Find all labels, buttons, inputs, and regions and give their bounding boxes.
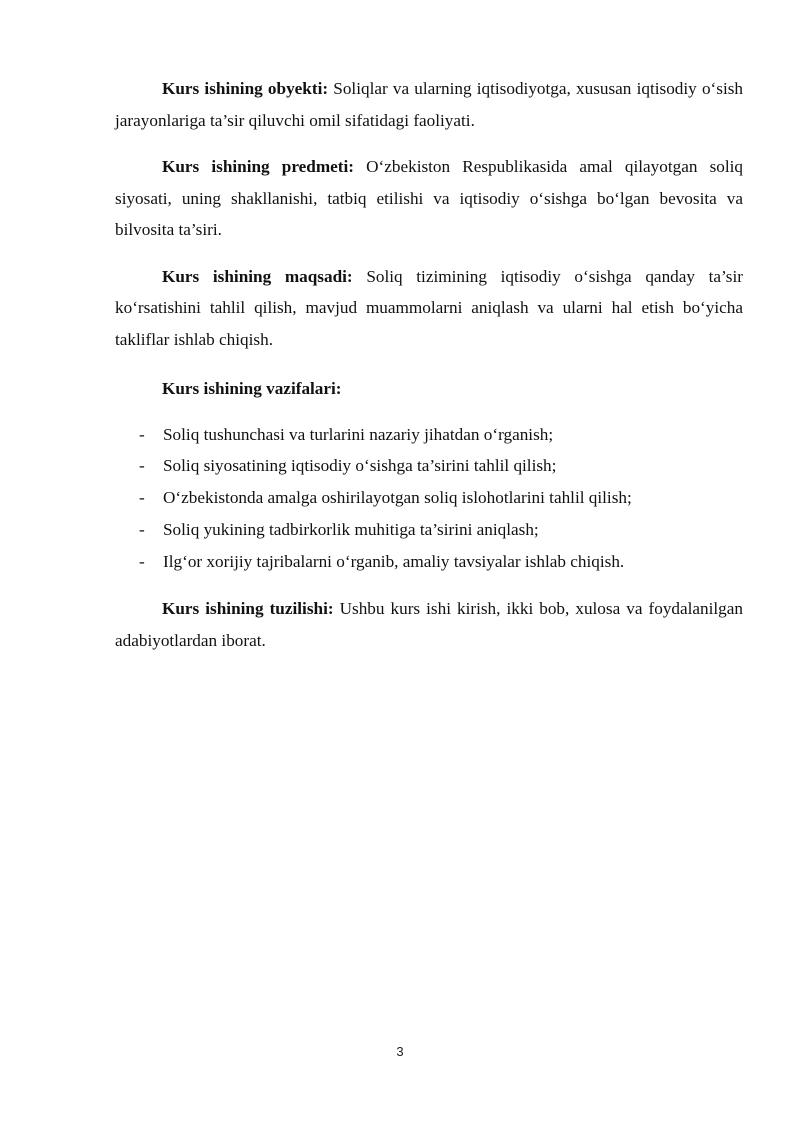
structure-paragraph	[115, 593, 743, 656]
list-item	[115, 419, 743, 451]
object-paragraph	[115, 73, 743, 136]
list-item-text: O‘zbekistonda amalga oshirilayotgan soliq islohotlarini tahlil qilish;	[163, 488, 632, 508]
list-item	[115, 514, 743, 546]
list-dash: -	[139, 551, 145, 571]
list-dash: -	[139, 424, 145, 444]
goal-label: Kurs ishining maqsadi:	[162, 266, 353, 286]
subject-text: O‘zbekiston Respublikasida amal qilayotgan soliq siyosati, uning shakllanishi, tatbiq etilishi va iqtisodiy o‘sishga bo‘lgan bevosita va bilvosita ta’siri.	[115, 157, 743, 239]
structure-label: Kurs ishining tuzilishi:	[162, 599, 334, 619]
list-item	[115, 482, 743, 514]
tasks-list	[115, 419, 743, 578]
object-text: Soliqlar va ularning iqtisodiyotga, xususan iqtisodiy o‘sish jarayonlariga ta’sir qiluvchi omil sifatidagi faoliyati.	[115, 79, 744, 130]
tasks-heading: Kurs ishining vazifalari:	[162, 379, 342, 398]
list-item-text: Soliq yukining tadbirkorlik muhitiga ta’sirini aniqlash;	[163, 519, 539, 539]
list-item-text: Soliq siyosatining iqtisodiy o‘sishga ta’sirini tahlil qilish;	[163, 456, 557, 476]
goal-paragraph	[115, 261, 743, 356]
structure-text: Ushbu kurs ishi kirish, ikki bob, xulosa va foydalanilgan adabiyotlardan iborat.	[115, 599, 743, 650]
page-number: 3	[396, 1044, 404, 1059]
list-item	[115, 546, 743, 578]
list-item-text: Ilg‘or xorijiy tajribalarni o‘rganib, amaliy tavsiyalar ishlab chiqish.	[163, 551, 625, 571]
list-dash: -	[139, 456, 145, 476]
list-dash: -	[139, 488, 145, 508]
object-label: Kurs ishining obyekti:	[162, 79, 329, 98]
goal-text: Soliq tizimining iqtisodiy o‘sishga qanday ta’sir ko‘rsatishini tahlil qilish, mavjud muammolarni aniqlash va ularni hal etish bo‘yicha takliflar ishlab chiqish.	[115, 266, 743, 349]
page-content	[115, 73, 743, 671]
list-item	[115, 450, 743, 482]
subject-paragraph	[115, 151, 743, 246]
list-dash: -	[139, 519, 145, 539]
subject-label: Kurs ishining predmeti:	[162, 157, 354, 176]
list-item-text: Soliq tushunchasi va turlarini nazariy jihatdan o‘rganish;	[163, 424, 554, 444]
